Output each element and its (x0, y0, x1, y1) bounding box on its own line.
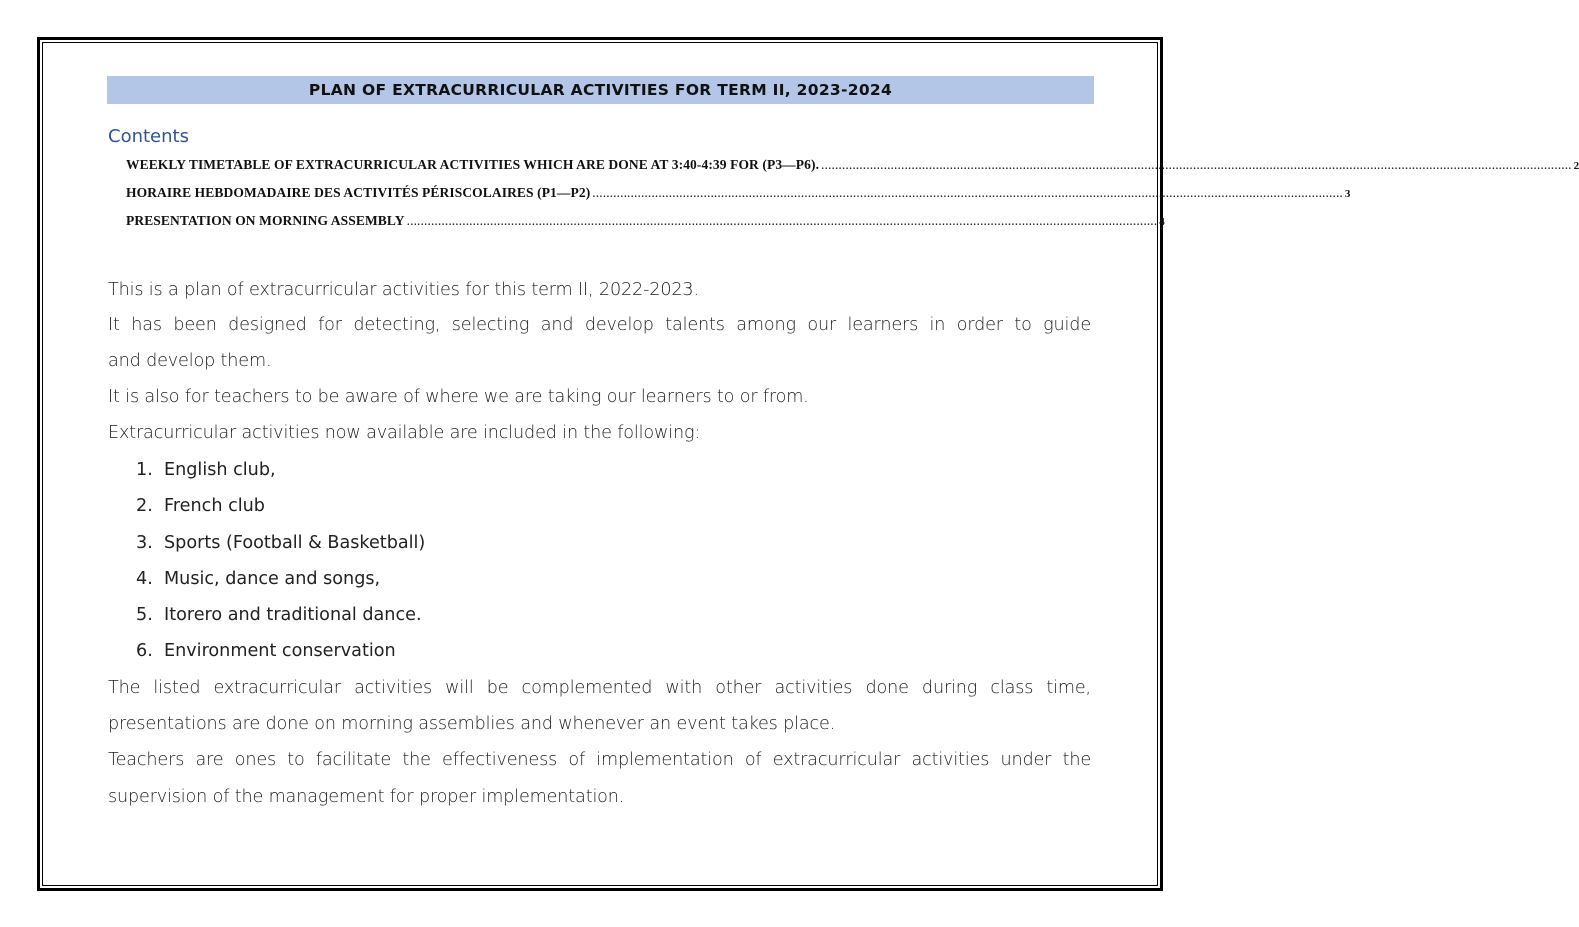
activity-item (136, 641, 396, 661)
closing-line-1b: presentations are done on morning assemblies and whenever an event takes place. (108, 714, 836, 734)
intro-line-2b: and develop them. (108, 351, 272, 371)
activity-item (136, 533, 425, 553)
contents-heading: Contents (108, 126, 189, 147)
toc-entry-page: 4 (1159, 216, 1165, 228)
closing-line-2b: supervision of the management for proper implementation. (108, 787, 625, 807)
activity-item (136, 569, 380, 589)
intro-line-2a: It has been designed for detecting, selecting and develop talents among our learners in order to guide (108, 315, 1091, 335)
document-title: PLAN OF EXTRACURRICULAR ACTIVITIES FOR TERM II, 2023-2024 (107, 76, 1094, 104)
activity-label: Environment conservation (164, 641, 396, 661)
toc-entry-title: PRESENTATION ON MORNING ASSEMBLY (126, 213, 405, 228)
toc-dot-leader: ........................................................................................................................................................................................................................ (592, 185, 1343, 200)
toc-entry[interactable] (126, 185, 1351, 201)
activity-number: 1. (136, 460, 153, 480)
toc-entry-title: HORAIRE HEBDOMADAIRE DES ACTIVITÉS PÉRISCOLAIRES (P1—P2) (126, 185, 591, 200)
activity-label: Sports (Football & Basketball) (164, 533, 426, 553)
activity-number: 6. (136, 641, 153, 661)
closing-line-2a: Teachers are ones to facilitate the effectiveness of implementation of extracurricular activities under the (108, 750, 1091, 770)
activity-item (136, 496, 265, 516)
activity-label: Music, dance and songs, (164, 569, 381, 589)
activity-item (136, 605, 422, 625)
toc-entry-page: 2 (1573, 160, 1579, 172)
activity-number: 2. (136, 496, 153, 516)
activity-number: 3. (136, 533, 153, 553)
toc-entry[interactable] (126, 157, 1579, 173)
intro-line-4: Extracurricular activities now available are included in the following: (108, 423, 701, 443)
toc-dot-leader: ........................................................................................................................................................................................................................ (821, 157, 1572, 172)
activity-number: 4. (136, 569, 153, 589)
intro-line-3: It is also for teachers to be aware of where we are taking our learners to or from. (108, 387, 809, 407)
activity-label: English club, (164, 460, 276, 480)
toc-entry[interactable] (126, 213, 1165, 229)
toc-entry-page: 3 (1344, 188, 1351, 200)
toc-entry-title: WEEKLY TIMETABLE OF EXTRACURRICULAR ACTIVITIES WHICH ARE DONE AT 3:40-4:39 FOR (P3—P6). (126, 157, 820, 172)
toc-dot-leader: ........................................................................................................................................................................................................................ (406, 213, 1158, 228)
activity-number: 5. (136, 605, 153, 625)
activity-item (136, 460, 276, 480)
activity-label: French club (164, 496, 265, 516)
closing-line-1a: The listed extracurricular activities will be complemented with other activities done during class time, (108, 678, 1091, 698)
activity-label: Itorero and traditional dance. (164, 605, 422, 625)
intro-line-1: This is a plan of extracurricular activities for this term II, 2022-2023. (108, 280, 699, 300)
